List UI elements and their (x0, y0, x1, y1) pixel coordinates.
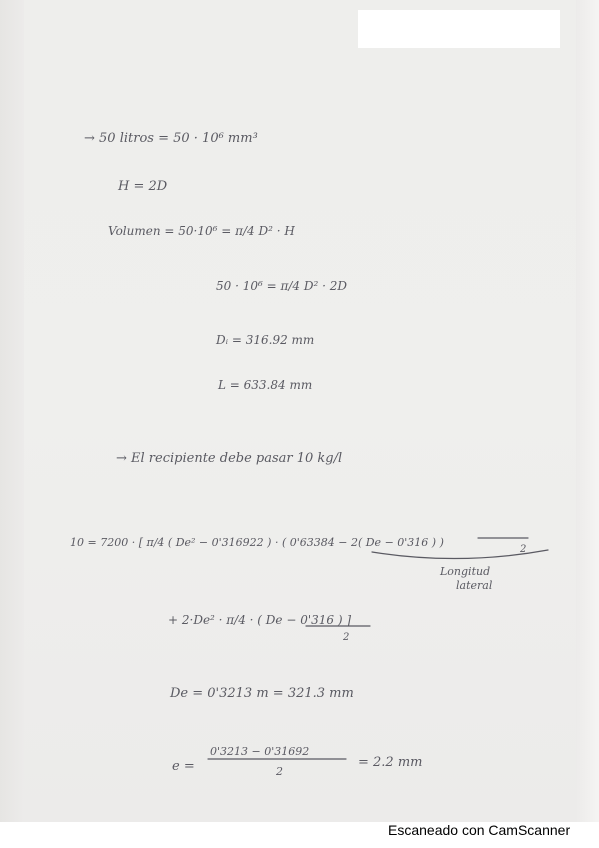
line-length: L = 633.84 mm (218, 378, 313, 392)
fraction-denominator-2: 2 (343, 632, 350, 643)
camscanner-watermark: Escaneado con CamScanner (388, 822, 571, 838)
line-mass-equation-cont: + 2·De² · π/4 · ( De − 0'316 ) ] (168, 613, 352, 627)
line-mass-equation: 10 = 7200 · [ π/4 ( De² − 0'316922 ) · ( 0'63384 − 2( De − 0'316 ) ) (70, 536, 444, 549)
line-thickness-rhs: = 2.2 mm (358, 755, 423, 770)
line-volume-substitution: 50 · 10⁶ = π/4 D² · 2D (216, 279, 347, 293)
line-inner-diameter: Dᵢ = 316.92 mm (216, 333, 315, 347)
note-lateral: lateral (456, 579, 493, 592)
line-thickness-denominator: 2 (276, 765, 283, 778)
note-longitud: Longitud (440, 565, 491, 578)
line-thickness-lhs: e = (172, 759, 195, 774)
line-thickness-numerator: 0'3213 − 0'31692 (210, 745, 310, 758)
fraction-denominator-1: 2 (520, 544, 527, 555)
line-recipient-statement: → El recipiente debe pasar 10 kg/l (116, 451, 343, 466)
line-volume-liters: → 50 litros = 50 · 10⁶ mm³ (84, 131, 258, 146)
line-volume-equation: Volumen = 50·10⁶ = π/4 D² · H (108, 224, 295, 238)
line-outer-diameter: De = 0'3213 m = 321.3 mm (170, 686, 354, 701)
line-h-relation: H = 2D (118, 179, 168, 194)
